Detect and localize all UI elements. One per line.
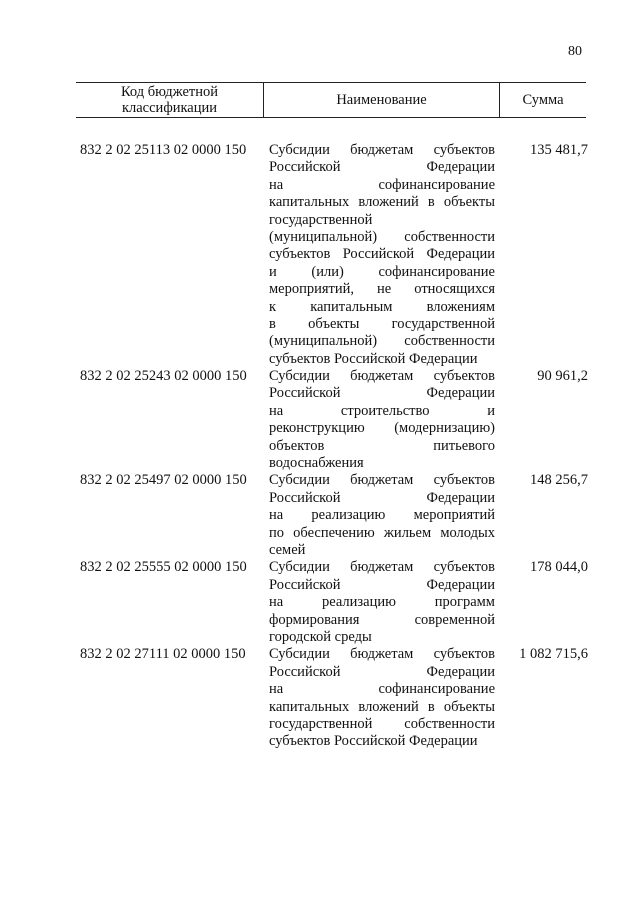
item-name-line: формирования современной <box>269 611 495 628</box>
column-header-name: Наименование <box>336 92 427 108</box>
item-name-line: водоснабжения <box>269 455 364 472</box>
item-name-line: субъектов Российской Федерации <box>269 350 478 367</box>
item-name <box>269 368 495 472</box>
item-name-line: на строительство и <box>269 402 495 419</box>
item-name-line: и (или) софинансирование <box>269 263 495 280</box>
item-name-line: субъектов Российской Федерации <box>269 246 495 263</box>
item-name <box>269 142 495 368</box>
item-name-line: на реализацию мероприятий <box>269 507 495 524</box>
column-header-code: Код бюджетной классификации <box>120 84 218 116</box>
page-number: 80 <box>568 44 582 59</box>
amount: 148 256,7 <box>530 472 588 489</box>
item-name-line: на софинансирование <box>269 681 495 698</box>
item-name-line: Субсидии бюджетам субъектов <box>269 646 495 663</box>
table-row <box>76 142 588 368</box>
item-name-line: Российской Федерации <box>269 159 495 176</box>
budget-code: 832 2 02 25113 02 0000 150 <box>80 142 247 158</box>
item-name-line: мероприятий, не относящихся <box>269 281 495 298</box>
item-name-line: Субсидии бюджетам субъектов <box>269 559 495 576</box>
item-name-line: капитальных вложений в объекты <box>269 698 495 715</box>
budget-code: 832 2 02 25555 02 0000 150 <box>80 559 247 576</box>
amount: 1 082 715,6 <box>519 646 588 663</box>
item-name-line: Субсидии бюджетам субъектов <box>269 142 495 158</box>
item-name-line: Российской Федерации <box>269 576 495 593</box>
table-row <box>76 368 588 472</box>
item-name-line: Российской Федерации <box>269 663 495 680</box>
item-name-line: по обеспечению жильем молодых <box>269 524 495 541</box>
item-name-line: к капитальным вложениям <box>269 298 495 315</box>
amount: 90 961,2 <box>537 368 588 385</box>
table-row <box>76 559 588 646</box>
item-name-line: Российской Федерации <box>269 385 495 402</box>
budget-code: 832 2 02 27111 02 0000 150 <box>80 646 246 663</box>
item-name-line: Российской Федерации <box>269 489 495 506</box>
item-name-line: семей <box>269 541 306 558</box>
item-name-line: городской среды <box>269 628 372 645</box>
item-name-line: субъектов Российской Федерации <box>269 733 478 750</box>
item-name-line: (муниципальной) собственности <box>269 228 495 245</box>
item-name-line: капитальных вложений в объекты <box>269 194 495 211</box>
item-name-line: (муниципальной) собственности <box>269 333 495 350</box>
amount: 178 044,0 <box>530 559 588 576</box>
column-header-sum: Сумма <box>522 92 564 108</box>
item-name-line: государственной собственности <box>269 715 495 732</box>
item-name <box>269 646 495 750</box>
item-name <box>269 559 495 646</box>
amount: 135 481,7 <box>530 142 588 158</box>
item-name-line: Субсидии бюджетам субъектов <box>269 472 495 489</box>
item-name-line: государственной <box>269 211 373 228</box>
table-row <box>76 646 588 750</box>
item-name-line: в объекты государственной <box>269 315 495 332</box>
budget-table-body <box>76 142 588 751</box>
item-name-line: на реализацию программ <box>269 594 495 611</box>
item-name-line: Субсидии бюджетам субъектов <box>269 368 495 385</box>
item-name-line: на софинансирование <box>269 176 495 193</box>
budget-code: 832 2 02 25497 02 0000 150 <box>80 472 247 489</box>
table-row <box>76 472 588 559</box>
item-name <box>269 472 495 559</box>
budget-code: 832 2 02 25243 02 0000 150 <box>80 368 247 385</box>
item-name-line: реконструкцию (модернизацию) <box>269 420 495 437</box>
item-name-line: объектов питьевого <box>269 437 495 454</box>
